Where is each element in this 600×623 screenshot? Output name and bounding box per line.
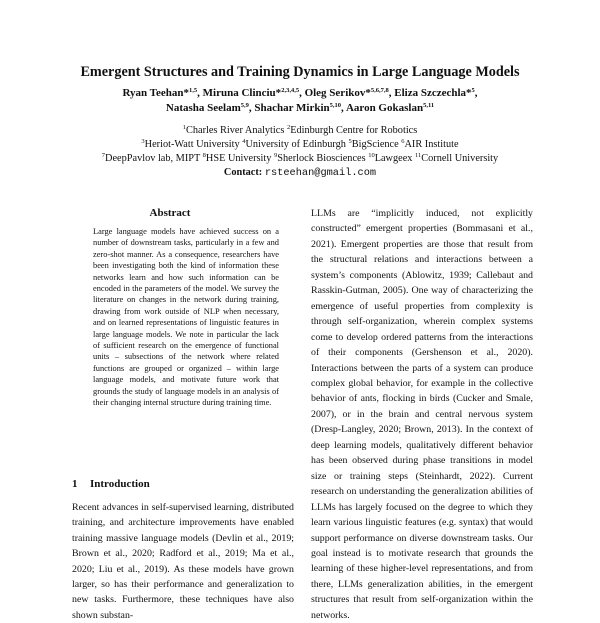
author-affiliation-marks: 5 [471, 87, 475, 94]
affiliation-number: 9 [274, 152, 278, 159]
affiliation-number: 4 [242, 138, 246, 145]
affiliation-name: Lawgeex [374, 153, 415, 164]
section-title: Introduction [90, 478, 150, 490]
contact-line [20, 166, 580, 180]
affiliation-name: DeepPavlov lab, MIPT [105, 153, 203, 164]
author-name: Ryan Teehan* [122, 87, 190, 99]
contact-email[interactable]: rsteehan@gmail.com [264, 167, 377, 179]
paper-title: Emergent Structures and Training Dynamics in Large Language Models [80, 64, 520, 80]
author-affiliation-marks: 1,5 [189, 87, 198, 94]
affiliation-name: Charles River Analytics [185, 125, 287, 136]
author-name: Miruna Clinciu* [202, 87, 282, 99]
section-number: 1 [72, 478, 78, 490]
author-name: Shachar Mirkin [254, 101, 330, 114]
author-name: Oleg Serikov* [304, 87, 371, 99]
contact-label: Contact: [223, 167, 263, 178]
affiliation-lines [20, 124, 580, 166]
affiliation-name: Sherlock Biosciences [277, 153, 369, 164]
affiliation-number: 6 [401, 138, 405, 145]
author-name: Aaron Gokaslan [345, 101, 424, 114]
author-name: Natasha Seelam [165, 101, 241, 114]
affiliation-number: 1 [182, 124, 186, 131]
author-affiliation-marks: 5,10 [329, 101, 342, 109]
author-affiliation-marks: 5,11 [423, 101, 435, 109]
author-affiliation-marks: 2,3,4,5 [281, 87, 300, 94]
abstract-text: Large language models have achieved success on a number of downstream tasks, particularly in a few and zero-shot manner. As a consequence, researchers have been investigating both the kind of information these networks learn and how such information can be encoded in the parameters of the model. We survey the literature on changes in the network during training, drawing from work outside of NLP when necessary, and on learned representations of linguistic features in large language models. We note in particular the lack of sufficient research on the emergence of functional units – subsections of the network where related functions are grouped or organized – within large language models, and motivate future work that grounds the study of language models in an analysis of their changing internal structure during training time. [93, 227, 279, 408]
affiliation-name: University of Edinburgh [245, 139, 349, 150]
affiliation-number: 11 [415, 152, 422, 159]
affiliation-number: 3 [141, 138, 145, 145]
affiliation-line [20, 138, 580, 152]
author-affiliation-marks: 5,9 [240, 101, 249, 109]
affiliation-number: 2 [286, 124, 291, 131]
affiliation-name: BigScience [351, 139, 402, 150]
affiliation-number: 10 [368, 152, 375, 159]
abstract-heading: Abstract [149, 207, 191, 219]
right-column-text: LLMs are “implicitly induced, not explicitly constructed” emergent properties (Bommasani et al., 2021). Emergent properties are those that result from the structural relations and interactions between a system’s components (Ablowitz, 1939; Callebaut and Rasskin-Gutman, 2005). One way of characterizing the emergence of useful properties from complexity is through self-organization, wherein complex systems come to develop ordered patterns from the interactions of their components (Gershenson et al., 2020). Interactions between the parts of a system can produce complex global behavior, for example in the collective behavior of ants, flocking in birds (Cucker and Smale, 2007), or in the brain and central nervous system (Dresp-Langley, 2020; Brown, 2013). In the context of deep learning models, qualitatively different behavior has been observed during phase transitions in model size or training steps (Steinhardt, 2022). Current research on understanding the generalization abilities of LLMs has largely focused on the degree to which they learn various linguistic features (e.g. syntax) that would support performance on diverse downstream tasks. Our goal instead is to motivate research that grounds the learning of these higher-level representations, and from there, LLMs generalization abilities, in the emergent structures that result from self-organization within the networks. [311, 208, 533, 621]
introduction-text: Recent advances in self-supervised learning, distributed training, and architecture improvements have enabled training massive language models (Devlin et al., 2019; Brown et al., 2020; Radford et al., 2019; Ma et al., 2020; Liu et al., 2019). As these models have grown larger, so has their performance and generalization to new tasks. Furthermore, these techniques have also shown substan- [72, 502, 294, 621]
affiliation-name: AIR Institute [404, 139, 459, 150]
section-heading-introduction [72, 478, 150, 490]
author-affiliation-marks: 5,6,7,8 [370, 87, 389, 94]
affiliation-name: Edinburgh Centre for Robotics [290, 125, 418, 136]
affiliation-name: Heriot-Watt University [144, 139, 243, 150]
author-name: Eliza Szczechla* [394, 87, 472, 99]
affiliation-number: 5 [348, 138, 352, 145]
affiliation-block [20, 124, 580, 180]
affiliation-number: 8 [202, 152, 206, 159]
affiliation-name: HSE University [205, 153, 274, 164]
affiliation-number: 7 [101, 152, 106, 159]
author-list: Ryan Teehan*$^{1,5}$, Miruna Clinciu*$^{2,3,4,5}$, Oleg Serikov*$^{5,6,7,8}$, Eliza Szczechla*$^5$, Natasha Seelam$^{5,9}$, Shachar Mirkin$^{5,10}$, Aaron Gokaslan$^{5,11}$ [122, 87, 478, 114]
affiliation-name: Cornell University [421, 153, 499, 164]
affiliation-line [20, 124, 580, 138]
affiliation-line [20, 152, 580, 166]
